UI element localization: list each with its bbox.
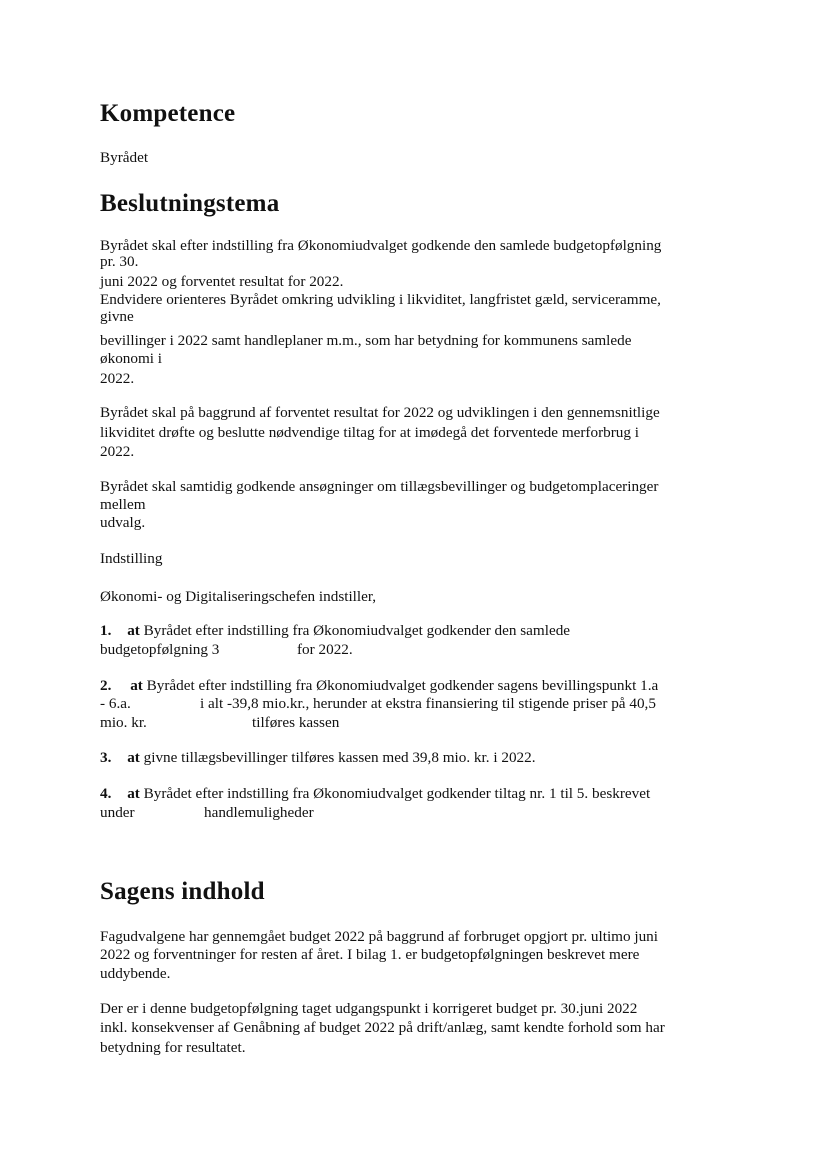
content-p1-line: 2022 og forventninger for resten af året. I bilag 1. er budgetopfølgningen beskrevet mere xyxy=(100,946,640,963)
item-text: handlemuligheder xyxy=(204,804,314,821)
indstilling-label: Indstilling xyxy=(100,550,163,567)
item-text: tilføres kassen xyxy=(252,714,340,731)
topic-p2-line: 2022. xyxy=(100,443,135,460)
item-keyword: at xyxy=(127,749,140,766)
item-keyword: at xyxy=(127,622,140,639)
heading-case-content: Sagens indhold xyxy=(100,878,265,905)
recommendation-item-1 xyxy=(100,623,570,639)
item-text: - 6.a. xyxy=(100,695,131,712)
topic-p1-line: økonomi i xyxy=(100,350,163,367)
item-text: givne tillægsbevillinger tilføres kassen med 39,8 mio. kr. i 2022. xyxy=(143,749,536,766)
item-number: 1. xyxy=(100,622,112,639)
topic-p1-line: 2022. xyxy=(100,370,135,387)
content-p2-line: betydning for resultatet. xyxy=(100,1039,246,1056)
item-number: 2. xyxy=(100,677,112,694)
recommendation-item-4-line2 xyxy=(100,804,314,821)
item-text: Byrådet efter indstilling fra Økonomiudvalget godkender sagens bevillingspunkt 1.a xyxy=(146,677,659,694)
recommendation-item-3 xyxy=(100,750,536,766)
item-text: Byrådet efter indstilling fra Økonomiudvalget godkender den samlede xyxy=(143,622,571,639)
heading-decision-topic: Beslutningstema xyxy=(100,190,280,217)
topic-p2-line: Byrådet skal på baggrund af forventet resultat for 2022 og udviklingen i den gennemsnitlige xyxy=(100,404,660,421)
competence-text: Byrådet xyxy=(100,149,149,166)
topic-p3-line: mellem xyxy=(100,496,146,513)
topic-p1-line: Endvidere orienteres Byrådet omkring udvikling i likviditet, langfristet gæld, serviceramme, xyxy=(100,291,661,308)
recommendation-item-2-line3 xyxy=(100,714,340,731)
topic-p1-line: givne xyxy=(100,308,134,325)
item-text: Byrådet efter indstilling fra Økonomiudvalget godkender tiltag nr. 1 til 5. beskrevet xyxy=(143,785,651,802)
item-text: under xyxy=(100,804,135,821)
item-text: budgetopfølgning 3 xyxy=(100,641,220,658)
topic-p3-line: Byrådet skal samtidig godkende ansøgninger om tillægsbevillinger og budgetomplaceringer xyxy=(100,478,659,495)
item-text: i alt -39,8 mio.kr., herunder at ekstra finansiering til stigende priser på 40,5 xyxy=(200,695,656,712)
recommendation-item-1-line2 xyxy=(100,641,353,658)
content-p1-line: Fagudvalgene har gennemgået budget 2022 på baggrund af forbruget opgjort pr. ultimo juni xyxy=(100,928,658,945)
topic-p2-line: likviditet drøfte og beslutte nødvendige tiltag for at imødegå det forventede merforbrug i xyxy=(100,424,639,441)
topic-p1-line: pr. 30. xyxy=(100,253,139,270)
content-p2-line: Der er i denne budgetopfølgning taget udgangspunkt i korrigeret budget pr. 30.juni 2022 xyxy=(100,1000,638,1017)
heading-competence: Kompetence xyxy=(100,100,236,127)
topic-p1-line: juni 2022 og forventet resultat for 2022. xyxy=(100,273,344,290)
item-number: 4. xyxy=(100,785,112,802)
topic-p1-line: Byrådet skal efter indstilling fra Økonomiudvalget godkende den samlede budgetopfølgning xyxy=(100,237,662,254)
item-text: mio. kr. xyxy=(100,714,147,731)
recommendation-item-2-line2 xyxy=(100,695,656,712)
topic-p3-line: udvalg. xyxy=(100,514,146,531)
item-keyword: at xyxy=(127,785,140,802)
item-number: 3. xyxy=(100,749,112,766)
indstilling-intro: Økonomi- og Digitaliseringschefen indstiller, xyxy=(100,588,377,605)
recommendation-item-2 xyxy=(100,678,658,694)
item-text: for 2022. xyxy=(297,641,353,658)
recommendation-item-4 xyxy=(100,786,650,802)
topic-p1-line: bevillinger i 2022 samt handleplaner m.m., som har betydning for kommunens samlede xyxy=(100,332,632,349)
content-p1-line: uddybende. xyxy=(100,965,171,982)
content-p2-line: inkl. konsekvenser af Genåbning af budget 2022 på drift/anlæg, samt kendte forhold som har xyxy=(100,1019,665,1036)
item-keyword: at xyxy=(130,677,143,694)
